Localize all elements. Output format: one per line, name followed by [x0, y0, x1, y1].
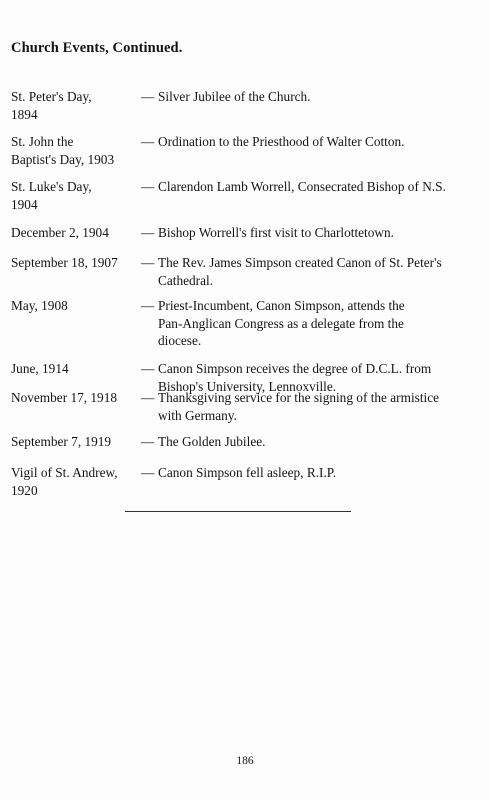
page-title: Church Events, Continued.: [11, 40, 183, 56]
event-dash: —: [141, 298, 155, 313]
event-description: Clarendon Lamb Worrell, Consecrated Bishop of N.S.: [158, 179, 446, 194]
event-date: September 7, 1919: [11, 434, 112, 449]
event-date: June, 1914: [11, 361, 69, 376]
event-dash: —: [141, 390, 155, 405]
event-dash: —: [141, 434, 155, 449]
event-date: Vigil of St. Andrew, 1920: [11, 465, 118, 498]
event-date: May, 1908: [11, 298, 68, 313]
event-dash: —: [141, 134, 155, 149]
event-description: Silver Jubilee of the Church.: [158, 89, 311, 104]
event-description: The Golden Jubilee.: [158, 434, 266, 449]
event-dash: —: [141, 225, 155, 240]
event-dash: —: [141, 465, 155, 480]
event-dash: —: [141, 255, 155, 270]
event-description: Ordination to the Priesthood of Walter Cotton.: [158, 134, 405, 149]
event-date: December 2, 1904: [11, 225, 109, 240]
event-description: The Rev. James Simpson created Canon of St. Peter's Cathedral.: [158, 255, 442, 288]
event-dash: —: [141, 89, 155, 104]
page-number: 186: [236, 755, 254, 767]
event-description: Thanksgiving service for the signing of the armistice with Germany.: [158, 390, 440, 423]
event-description: Priest-Incumbent, Canon Simpson, attends the Pan-Anglican Congress as a delegate from the diocese.: [158, 298, 405, 348]
event-dash: —: [141, 361, 155, 376]
event-description: Canon Simpson fell asleep, R.I.P.: [158, 465, 337, 480]
event-date: St. Peter's Day, 1894: [11, 89, 92, 122]
event-description: Canon Simpson receives the degree of D.C.L. from Bishop's University, Lennoxville.: [158, 361, 432, 394]
event-description: Bishop Worrell's first visit to Charlottetown.: [158, 225, 394, 240]
event-date: St. Luke's Day, 1904: [11, 179, 92, 212]
event-dash: —: [141, 179, 155, 194]
event-date: November 17, 1918: [11, 390, 117, 405]
event-date: September 18, 1907: [11, 255, 118, 270]
event-date: St. John the Baptist's Day, 1903: [11, 134, 115, 167]
section-divider: [125, 511, 351, 512]
